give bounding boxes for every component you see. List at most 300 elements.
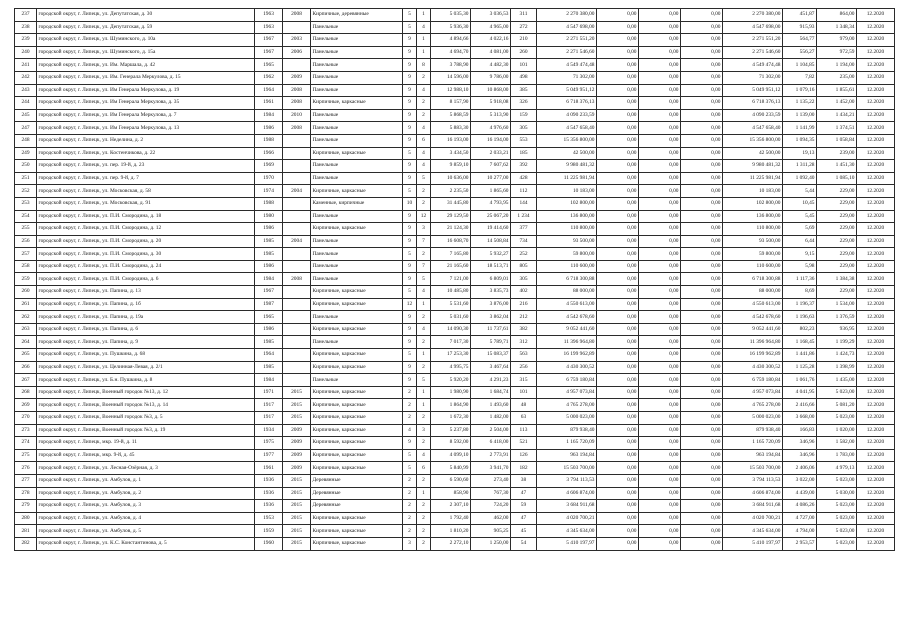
cell-last-repair-year: 2009 — [283, 462, 311, 475]
cell-row-number: 261 — [15, 298, 37, 311]
capital-repair-table — [14, 8, 895, 551]
cell-total-area: 16 608,70 — [431, 235, 471, 248]
cell-federal-funds: 0,00 — [597, 437, 639, 450]
cell-row-number: 281 — [15, 525, 37, 538]
cell-federal-funds: 0,00 — [597, 311, 639, 324]
cell-regional-funds: 0,00 — [639, 71, 681, 84]
cell-wall-material: Панельные — [311, 34, 403, 47]
cell-local-funds: 0,00 — [681, 349, 723, 362]
cell-residents: 126 — [511, 449, 537, 462]
cell-floors: 9 — [403, 172, 417, 185]
cell-residential-area: 6 809,01 — [471, 273, 511, 286]
cell-floors: 5 — [403, 449, 417, 462]
cell-wall-material: Кирпичные, каркасные — [311, 512, 403, 525]
cell-entrances: 4 — [417, 449, 431, 462]
cell-row-number: 248 — [15, 134, 37, 147]
cell-regional-funds: 0,00 — [639, 260, 681, 273]
cell-row-number: 257 — [15, 248, 37, 261]
cell-completion-date: 12.2020 — [857, 71, 895, 84]
cell-owner-funds: 2 270 380,00 — [723, 9, 783, 22]
cell-floors: 5 — [403, 185, 417, 198]
cell-last-repair-year — [283, 323, 311, 336]
cell-cost-per-sqm: 3 668,00 — [783, 412, 817, 425]
cell-completion-date: 12.2020 — [857, 260, 895, 273]
cell-federal-funds: 0,00 — [597, 235, 639, 248]
cell-total-area: 16 193,00 — [431, 134, 471, 147]
cell-regional-funds: 0,00 — [639, 361, 681, 374]
cell-row-number: 254 — [15, 210, 37, 223]
cell-cost-per-sqm: 166,83 — [783, 424, 817, 437]
cell-residents: 498 — [511, 71, 537, 84]
cell-federal-funds: 0,00 — [597, 487, 639, 500]
cell-row-number: 252 — [15, 185, 37, 198]
table-row — [15, 248, 895, 261]
cell-total-area: 1 792,40 — [431, 512, 471, 525]
cell-cost-per-sqm: 1 196,37 — [783, 298, 817, 311]
cell-wall-material: Кирпичные, каркасные — [311, 462, 403, 475]
cell-last-repair-year — [283, 286, 311, 299]
cell-entrances: 2 — [417, 109, 431, 122]
cell-row-number: 259 — [15, 273, 37, 286]
cell-regional-funds: 0,00 — [639, 500, 681, 513]
cell-address: городской округ, г. Липецк, ул. пер. 9-й, д. 7 — [37, 172, 255, 185]
cell-total-area: 6 590,60 — [431, 474, 471, 487]
cell-regional-funds: 0,00 — [639, 122, 681, 135]
table-row — [15, 424, 895, 437]
cell-total-area: 31 445,80 — [431, 197, 471, 210]
cell-regional-funds: 0,00 — [639, 235, 681, 248]
cell-total-cost: 5 049 951,12 — [537, 84, 597, 97]
cell-local-funds: 0,00 — [681, 437, 723, 450]
cell-regional-funds: 0,00 — [639, 386, 681, 399]
cell-entrances: 4 — [417, 147, 431, 160]
cell-last-repair-year — [283, 361, 311, 374]
cell-max-cost-per-sqm: 1 058,84 — [817, 134, 857, 147]
cell-federal-funds: 0,00 — [597, 424, 639, 437]
cell-address: городской округ, г. Липецк, ул. П.И. Смородина, д. 18 — [37, 210, 255, 223]
cell-local-funds: 0,00 — [681, 160, 723, 173]
cell-cost-per-sqm: 1 139,00 — [783, 109, 817, 122]
cell-cost-per-sqm: 4 794,00 — [783, 525, 817, 538]
cell-address: городской округ, г. Липецк, ул. Папина, д. 1б — [37, 298, 255, 311]
cell-max-cost-per-sqm: 1 534,00 — [817, 298, 857, 311]
cell-address: городской округ, г. Липецк, ул. Пушкина, д. 68 — [37, 349, 255, 362]
cell-max-cost-per-sqm: 229,00 — [817, 197, 857, 210]
cell-owner-funds: 5 049 951,12 — [723, 84, 783, 97]
cell-total-cost: 16 199 962,89 — [537, 349, 597, 362]
cell-wall-material: Кирпичные, каркасные — [311, 97, 403, 110]
cell-total-area: 21 165,60 — [431, 260, 471, 273]
cell-regional-funds: 0,00 — [639, 273, 681, 286]
cell-completion-date: 12.2020 — [857, 197, 895, 210]
cell-wall-material: Панельные — [311, 21, 403, 34]
cell-row-number: 262 — [15, 311, 37, 324]
cell-regional-funds: 0,00 — [639, 424, 681, 437]
table-row — [15, 147, 895, 160]
cell-residential-area: 10 277,00 — [471, 172, 511, 185]
table-body — [15, 9, 895, 551]
cell-owner-funds: 2 271 546,60 — [723, 46, 783, 59]
cell-owner-funds: 4 957 073,84 — [723, 386, 783, 399]
cell-build-year: 1936 — [255, 487, 283, 500]
cell-address: городской округ, г. Липецк, ул. Костенчикова, д. 22 — [37, 147, 255, 160]
cell-total-cost: 15 503 700,00 — [537, 462, 597, 475]
table-row — [15, 46, 895, 59]
cell-local-funds: 0,00 — [681, 273, 723, 286]
cell-owner-funds: 4 345 634,00 — [723, 525, 783, 538]
cell-residents: 392 — [511, 160, 537, 173]
cell-max-cost-per-sqm: 1 374,51 — [817, 122, 857, 135]
cell-address: городской округ, г. Липецк, ул. Им. Маршала, д. 42 — [37, 59, 255, 72]
cell-cost-per-sqm: 7,82 — [783, 71, 817, 84]
cell-cost-per-sqm: 1 104,85 — [783, 59, 817, 72]
cell-residents: 256 — [511, 361, 537, 374]
cell-entrances: 8 — [417, 59, 431, 72]
cell-residential-area: 5 932,27 — [471, 248, 511, 261]
cell-local-funds: 0,00 — [681, 260, 723, 273]
cell-completion-date: 12.2020 — [857, 97, 895, 110]
cell-entrances: 2 — [417, 361, 431, 374]
cell-owner-funds: 59 800,00 — [723, 248, 783, 261]
cell-row-number: 253 — [15, 197, 37, 210]
cell-cost-per-sqm: 1 125,28 — [783, 361, 817, 374]
cell-cost-per-sqm: 1 141,99 — [783, 122, 817, 135]
cell-regional-funds: 0,00 — [639, 185, 681, 198]
cell-entrances: 2 — [417, 412, 431, 425]
cell-total-cost: 6 718 376,13 — [537, 97, 597, 110]
cell-max-cost-per-sqm: 5 023,00 — [817, 412, 857, 425]
table-row — [15, 462, 895, 475]
cell-local-funds: 0,00 — [681, 399, 723, 412]
cell-wall-material: Панельные — [311, 46, 403, 59]
cell-residents: 305 — [511, 122, 537, 135]
cell-residents: 48 — [511, 399, 537, 412]
cell-residential-area: 1 865,60 — [471, 185, 511, 198]
cell-build-year: 1986 — [255, 260, 283, 273]
cell-residential-area: 7 607,62 — [471, 160, 511, 173]
cell-cost-per-sqm: 2 953,57 — [783, 537, 817, 550]
cell-total-area: 858,90 — [431, 487, 471, 500]
cell-entrances: 2 — [417, 525, 431, 538]
cell-address: городской округ, г. Липецк, ул. Московская, д. 58 — [37, 185, 255, 198]
cell-address: городской округ, г. Липецк, ул. Лесная-Озёрная, д. 3 — [37, 462, 255, 475]
cell-completion-date: 12.2020 — [857, 160, 895, 173]
cell-build-year: 1966 — [255, 147, 283, 160]
cell-entrances: 2 — [417, 185, 431, 198]
table-row — [15, 223, 895, 236]
cell-build-year: 1936 — [255, 474, 283, 487]
cell-residents: 272 — [511, 21, 537, 34]
cell-address: городской округ, г. Липецк, ул. Целинная-Левая, д. 2/1 — [37, 361, 255, 374]
cell-floors: 5 — [403, 9, 417, 22]
cell-max-cost-per-sqm: 1 376,59 — [817, 311, 857, 324]
cell-owner-funds: 9 052 441,60 — [723, 323, 783, 336]
cell-row-number: 270 — [15, 412, 37, 425]
cell-last-repair-year — [283, 374, 311, 387]
cell-wall-material: Кирпичные, каркасные — [311, 286, 403, 299]
cell-local-funds: 0,00 — [681, 361, 723, 374]
cell-regional-funds: 0,00 — [639, 512, 681, 525]
cell-total-cost: 4 549 474,48 — [537, 59, 597, 72]
cell-residential-area: 3 862,04 — [471, 311, 511, 324]
cell-build-year: 1986 — [255, 323, 283, 336]
cell-row-number: 267 — [15, 374, 37, 387]
cell-floors: 9 — [403, 260, 417, 273]
cell-entrances: 1 — [417, 399, 431, 412]
cell-residents: 101 — [511, 59, 537, 72]
cell-max-cost-per-sqm: 5 023,00 — [817, 500, 857, 513]
cell-federal-funds: 0,00 — [597, 260, 639, 273]
cell-residential-area: 3 036,53 — [471, 9, 511, 22]
cell-entrances: 2 — [417, 311, 431, 324]
cell-local-funds: 0,00 — [681, 34, 723, 47]
cell-build-year: 1980 — [255, 210, 283, 223]
cell-regional-funds: 0,00 — [639, 172, 681, 185]
cell-cost-per-sqm: 1 117,36 — [783, 273, 817, 286]
cell-floors: 9 — [403, 160, 417, 173]
cell-completion-date: 12.2020 — [857, 235, 895, 248]
cell-residents: 182 — [511, 462, 537, 475]
cell-cost-per-sqm: 1 135,22 — [783, 97, 817, 110]
cell-address: городской округ, г. Липецк, ул. Депутатская, д. 30 — [37, 9, 255, 22]
cell-cost-per-sqm: 564,77 — [783, 34, 817, 47]
cell-row-number: 278 — [15, 487, 37, 500]
cell-owner-funds: 4 765 278,00 — [723, 399, 783, 412]
table-row — [15, 59, 895, 72]
cell-build-year: 1970 — [255, 172, 283, 185]
cell-residents: 252 — [511, 248, 537, 261]
cell-completion-date: 12.2020 — [857, 21, 895, 34]
cell-last-repair-year: 2015 — [283, 386, 311, 399]
table-row — [15, 323, 895, 336]
cell-build-year: 1985 — [255, 248, 283, 261]
cell-build-year: 1984 — [255, 273, 283, 286]
cell-owner-funds: 963 194,84 — [723, 449, 783, 462]
table-row — [15, 97, 895, 110]
table-row — [15, 21, 895, 34]
cell-completion-date: 12.2020 — [857, 336, 895, 349]
cell-completion-date: 12.2020 — [857, 399, 895, 412]
cell-build-year: 1987 — [255, 298, 283, 311]
cell-max-cost-per-sqm: 979,00 — [817, 34, 857, 47]
cell-residential-area: 25 067,20 — [471, 210, 511, 223]
cell-wall-material: Панельные — [311, 109, 403, 122]
cell-local-funds: 0,00 — [681, 97, 723, 110]
cell-total-cost: 4 550 613,00 — [537, 298, 597, 311]
cell-residents: 216 — [511, 298, 537, 311]
table-row — [15, 500, 895, 513]
cell-address: городской округ, г. Липецк, ул. Им Генерала Меркулова, д. 35 — [37, 97, 255, 110]
cell-row-number: 237 — [15, 9, 37, 22]
cell-residential-area: 5 789,71 — [471, 336, 511, 349]
cell-cost-per-sqm: 556,27 — [783, 46, 817, 59]
cell-completion-date: 12.2020 — [857, 412, 895, 425]
cell-max-cost-per-sqm: 5 023,00 — [817, 525, 857, 538]
cell-cost-per-sqm: 1 168,45 — [783, 336, 817, 349]
cell-total-cost: 2 271 546,60 — [537, 46, 597, 59]
cell-address: городской округ, г. Липецк, ул. П.И. Смородина, д. 6 — [37, 273, 255, 286]
cell-federal-funds: 0,00 — [597, 223, 639, 236]
cell-completion-date: 12.2020 — [857, 46, 895, 59]
cell-last-repair-year — [283, 172, 311, 185]
cell-local-funds: 0,00 — [681, 147, 723, 160]
cell-floors: 4 — [403, 424, 417, 437]
cell-residential-area: 767,30 — [471, 487, 511, 500]
cell-residents: 553 — [511, 134, 537, 147]
cell-federal-funds: 0,00 — [597, 361, 639, 374]
cell-local-funds: 0,00 — [681, 424, 723, 437]
cell-total-area: 5 531,60 — [431, 298, 471, 311]
cell-local-funds: 0,00 — [681, 386, 723, 399]
cell-owner-funds: 5 000 023,00 — [723, 412, 783, 425]
cell-entrances: 4 — [417, 160, 431, 173]
cell-last-repair-year: 2003 — [283, 34, 311, 47]
cell-owner-funds: 4 542 678,60 — [723, 311, 783, 324]
cell-entrances: 5 — [417, 273, 431, 286]
cell-total-cost: 9 052 441,60 — [537, 323, 597, 336]
cell-residents: 54 — [511, 537, 537, 550]
cell-address: городской округ, г. Липецк, ул. Амбулов, д. 4 — [37, 512, 255, 525]
cell-completion-date: 12.2020 — [857, 449, 895, 462]
cell-floors: 9 — [403, 273, 417, 286]
cell-regional-funds: 0,00 — [639, 474, 681, 487]
cell-federal-funds: 0,00 — [597, 537, 639, 550]
cell-max-cost-per-sqm: 239,00 — [817, 147, 857, 160]
cell-cost-per-sqm: 915,93 — [783, 21, 817, 34]
cell-address: городской округ, г. Липецк, ул. Им Генерала Меркулова, д. 13 — [37, 122, 255, 135]
cell-local-funds: 0,00 — [681, 474, 723, 487]
cell-cost-per-sqm: 9,15 — [783, 248, 817, 261]
cell-total-cost: 6 759 180,84 — [537, 374, 597, 387]
cell-residents: 326 — [511, 97, 537, 110]
cell-total-area: 8 157,90 — [431, 97, 471, 110]
cell-max-cost-per-sqm: 1 199,29 — [817, 336, 857, 349]
cell-residents: 385 — [511, 84, 537, 97]
cell-cost-per-sqm: 346,96 — [783, 449, 817, 462]
cell-completion-date: 12.2020 — [857, 349, 895, 362]
cell-local-funds: 0,00 — [681, 172, 723, 185]
cell-address: городской округ, г. Липецк, ул. Амбулов, д. 5 — [37, 525, 255, 538]
cell-residents: 112 — [511, 185, 537, 198]
table-row — [15, 260, 895, 273]
cell-build-year: 1961 — [255, 97, 283, 110]
cell-federal-funds: 0,00 — [597, 109, 639, 122]
cell-row-number: 243 — [15, 84, 37, 97]
table-row — [15, 160, 895, 173]
cell-total-area: 21 124,30 — [431, 223, 471, 236]
cell-federal-funds: 0,00 — [597, 512, 639, 525]
cell-residents: 210 — [511, 34, 537, 47]
cell-regional-funds: 0,00 — [639, 412, 681, 425]
cell-entrances: 2 — [417, 437, 431, 450]
cell-local-funds: 0,00 — [681, 311, 723, 324]
table-row — [15, 399, 895, 412]
cell-residential-area: 2 773,91 — [471, 449, 511, 462]
cell-row-number: 269 — [15, 399, 37, 412]
cell-cost-per-sqm: 1 311,28 — [783, 160, 817, 173]
cell-completion-date: 12.2020 — [857, 84, 895, 97]
cell-row-number: 241 — [15, 59, 37, 72]
cell-wall-material: Деревянные — [311, 500, 403, 513]
cell-total-area: 5 936,30 — [431, 21, 471, 34]
cell-entrances: 1 — [417, 349, 431, 362]
cell-last-repair-year: 2008 — [283, 273, 311, 286]
cell-residential-area: 5 918,08 — [471, 97, 511, 110]
cell-wall-material: Панельные — [311, 336, 403, 349]
cell-entrances: 12 — [417, 210, 431, 223]
table-row — [15, 235, 895, 248]
cell-floors: 9 — [403, 223, 417, 236]
cell-address: городской округ, г. Липецк, ул. Депутатская, д. 59 — [37, 21, 255, 34]
cell-residential-area: 18 513,71 — [471, 260, 511, 273]
cell-owner-funds: 136 800,00 — [723, 210, 783, 223]
cell-cost-per-sqm: 5,44 — [783, 185, 817, 198]
cell-total-cost: 5 000 023,00 — [537, 412, 597, 425]
cell-regional-funds: 0,00 — [639, 248, 681, 261]
cell-local-funds: 0,00 — [681, 537, 723, 550]
cell-regional-funds: 0,00 — [639, 449, 681, 462]
cell-total-cost: 88 000,00 — [537, 286, 597, 299]
cell-max-cost-per-sqm: 1 348,34 — [817, 21, 857, 34]
cell-federal-funds: 0,00 — [597, 336, 639, 349]
cell-max-cost-per-sqm: 1 582,00 — [817, 437, 857, 450]
cell-row-number: 282 — [15, 537, 37, 550]
cell-max-cost-per-sqm: 5 030,00 — [817, 487, 857, 500]
cell-total-cost: 4 020 700,21 — [537, 512, 597, 525]
cell-max-cost-per-sqm: 229,00 — [817, 260, 857, 273]
cell-total-cost: 963 194,84 — [537, 449, 597, 462]
cell-residential-area: 10 868,00 — [471, 84, 511, 97]
cell-total-area: 1 864,90 — [431, 399, 471, 412]
cell-federal-funds: 0,00 — [597, 97, 639, 110]
cell-residential-area: 4 022,16 — [471, 34, 511, 47]
cell-federal-funds: 0,00 — [597, 59, 639, 72]
cell-local-funds: 0,00 — [681, 462, 723, 475]
cell-residents: 428 — [511, 172, 537, 185]
cell-wall-material: Кирпичные, деревянные — [311, 9, 403, 22]
cell-last-repair-year: 2015 — [283, 500, 311, 513]
cell-address: городской округ, г. Липецк, ул. Им. Генерала Меркулова, д. 15 — [37, 71, 255, 84]
cell-regional-funds: 0,00 — [639, 223, 681, 236]
cell-owner-funds: 4 020 700,21 — [723, 512, 783, 525]
cell-address: городской округ, г. Липецк, ул. Им Генерала Меркулова, д. 7 — [37, 109, 255, 122]
cell-local-funds: 0,00 — [681, 59, 723, 72]
cell-owner-funds: 6 759 180,84 — [723, 374, 783, 387]
cell-local-funds: 0,00 — [681, 336, 723, 349]
cell-completion-date: 12.2020 — [857, 109, 895, 122]
cell-row-number: 263 — [15, 323, 37, 336]
cell-last-repair-year: 2008 — [283, 84, 311, 97]
cell-build-year: 1963 — [255, 21, 283, 34]
cell-entrances: 3 — [417, 223, 431, 236]
cell-wall-material: Каменные, кирпичные — [311, 197, 403, 210]
cell-cost-per-sqm: 1 441,86 — [783, 349, 817, 362]
table-row — [15, 34, 895, 47]
cell-wall-material: Панельные — [311, 160, 403, 173]
cell-cost-per-sqm: 4 439,00 — [783, 487, 817, 500]
cell-total-area: 3 788,90 — [431, 59, 471, 72]
cell-floors: 12 — [403, 298, 417, 311]
cell-wall-material: Панельные — [311, 273, 403, 286]
cell-last-repair-year — [283, 260, 311, 273]
cell-floors: 2 — [403, 512, 417, 525]
cell-wall-material: Кирпичные, каркасные — [311, 361, 403, 374]
cell-wall-material: Кирпичные, каркасные — [311, 147, 403, 160]
cell-last-repair-year — [283, 298, 311, 311]
cell-completion-date: 12.2020 — [857, 424, 895, 437]
cell-federal-funds: 0,00 — [597, 248, 639, 261]
cell-total-cost: 110 600,00 — [537, 260, 597, 273]
